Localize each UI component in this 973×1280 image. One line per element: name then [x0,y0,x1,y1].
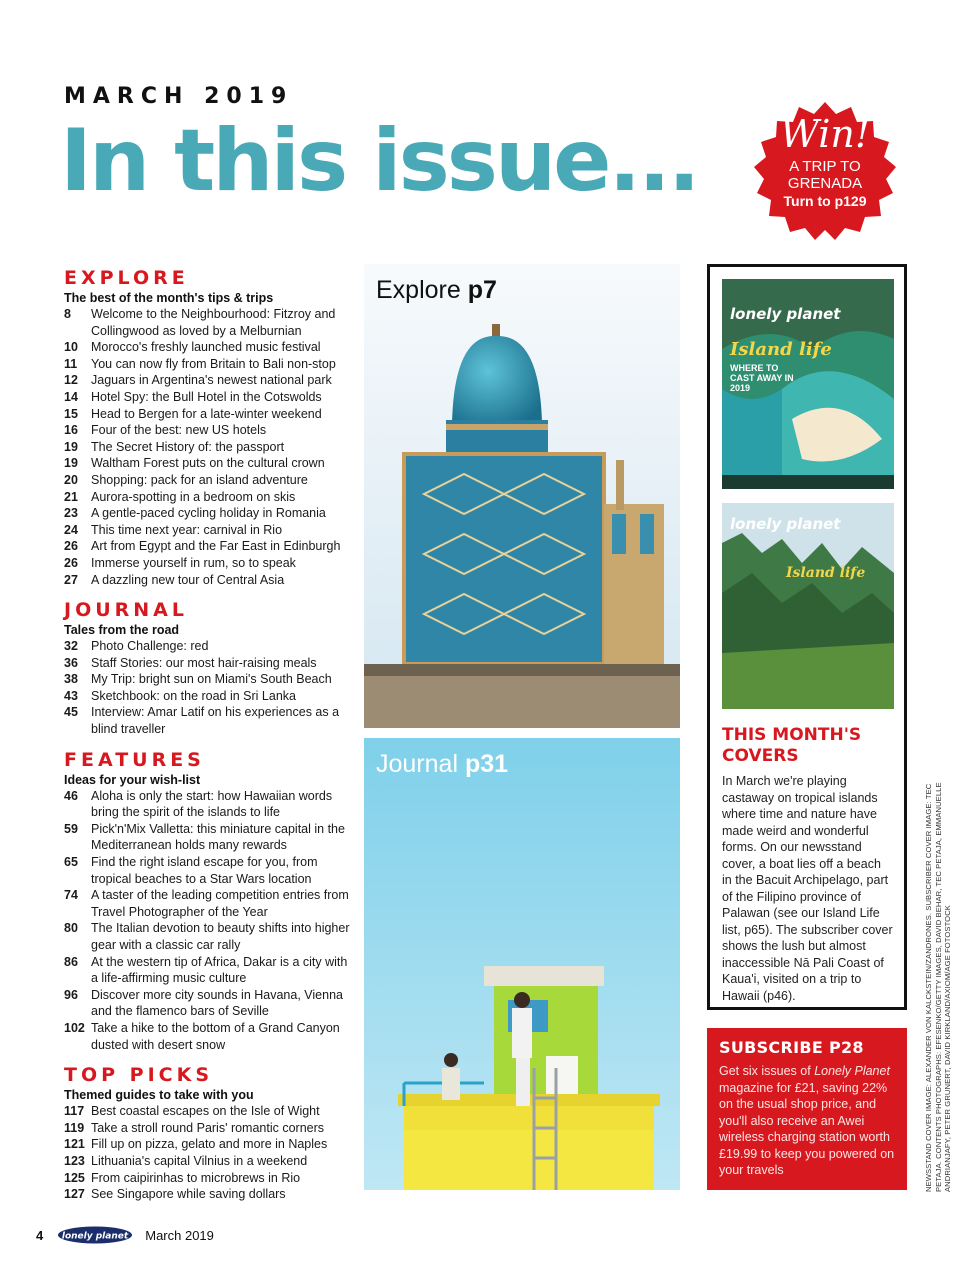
contents-entry[interactable] [64,1153,354,1170]
entry-title: Take a stroll round Paris' romantic corners [91,1120,325,1135]
entry-page-number: 23 [64,506,78,521]
entry-page-number: 117 [64,1104,85,1119]
entry-title: Shopping: pack for an island adventure [91,472,308,487]
contents-entry[interactable] [64,638,354,655]
contents-entry[interactable] [64,887,354,920]
entry-title: A dazzling new tour of Central Asia [91,572,285,587]
entry-page-number: 26 [64,539,78,554]
contents-list [64,258,354,1203]
entry-page-number: 121 [64,1137,85,1152]
covers-description: In March we're playing castaway on tropical islands where time and nature have made weird and wonderful forms. On our newsstand cover, a boat lies off a beach in the Bacuit Archipelago, part of the Filipino province of Palawan (see our Island Life list, p65). The subscriber cover shows the lush but almost inaccessible Nā Pali Coast of Kaua'i, visited on a trip to Hawaii (p46). [722,774,893,1003]
contents-entry[interactable] [64,987,354,1020]
entry-page-number: 80 [64,921,78,936]
entry-page-number: 19 [64,439,78,454]
contents-entry[interactable] [64,406,354,423]
entry-page-number: 26 [64,555,78,570]
contents-entry[interactable] [64,954,354,987]
page-number: 4 [36,1227,44,1243]
contents-entry[interactable] [64,538,354,555]
contents-entry[interactable] [64,306,354,339]
entry-title: The Secret History of: the passport [91,439,285,454]
section-journal [64,598,354,738]
entry-title: Four of the best: new US hotels [91,423,267,438]
contents-entry[interactable] [64,1136,354,1153]
contents-entry[interactable] [64,439,354,456]
cover-brand: lonely planet [730,305,841,323]
win-page-link[interactable]: Turn to p129 [783,193,867,209]
entry-title: Find the right island escape for you, from tropical beaches to a Star Wars location [91,855,318,886]
subscribe-offer: Get six issues of Lonely Planet magazine for £21, saving 22% on the usual shop price, and you'll also receive an Awei wireless charging station worth £19.99 to keep you powered on your travels [719,1064,895,1177]
contents-entry[interactable] [64,1186,354,1203]
entry-title: At the western tip of Africa, Dakar is a city with a life-affirming music culture [91,954,348,986]
covers-heading: THIS MONTH'S COVERS [722,725,862,766]
entry-title: Aurora-spotting in a bedroom on skis [91,489,296,504]
entry-title: Interview: Amar Latif on his experiences as a blind traveller [91,705,340,737]
contents-entry[interactable] [64,505,354,522]
contents-entry[interactable] [64,1170,354,1187]
entry-page-number: 10 [64,340,78,355]
entry-page-number: 43 [64,688,78,703]
entry-page-number: 38 [64,672,78,687]
contents-entry[interactable] [64,489,354,506]
entry-page-number: 27 [64,572,78,587]
entry-page-number: 123 [64,1153,85,1168]
entry-page-number: 119 [64,1120,85,1135]
section-subheading: The best of the month's tips & trips [64,291,274,305]
contents-entry[interactable] [64,1120,354,1137]
page-footer [36,1226,214,1244]
entry-page-number: 36 [64,655,78,670]
contents-entry[interactable] [64,422,354,439]
explore-photo[interactable] [364,264,680,728]
contents-entry[interactable] [64,389,354,406]
contents-entry[interactable] [64,671,354,688]
entry-page-number: 125 [64,1170,85,1185]
entry-title: Immerse yourself in rum, so to speak [91,555,296,570]
entry-page-number: 32 [64,639,78,654]
subscribe-panel[interactable] [707,1028,907,1190]
contents-entry[interactable] [64,356,354,373]
entry-title: See Singapore while saving dollars [91,1187,286,1202]
covers-box [707,264,907,1010]
entry-title: Take a hike to the bottom of a Grand Canyon dusted with desert snow [91,1020,340,1052]
explore-photo-label: Explore p7 [376,276,497,304]
win-line-2: GRENADA [787,175,863,192]
entry-page-number: 11 [64,356,78,371]
cover-headline: Island life [786,565,866,581]
entry-page-number: 74 [64,888,78,903]
entry-title: Welcome to the Neighbourhood: Fitzroy and Collingwood as loved by a Melburnian [91,307,336,338]
journal-photo[interactable] [364,738,680,1190]
entry-title: Best coastal escapes on the Isle of Wight [91,1104,320,1119]
contents-entry[interactable] [64,522,354,539]
entry-title: Aloha is only the start: how Hawaiian words bring the spirit of the islands to life [91,788,333,820]
section-heading: TOP PICKS [64,1064,213,1087]
entry-title: Discover more city sounds in Havana, Vienna and the flamenco bars of Seville [91,987,343,1019]
cover-brand: lonely planet [730,515,841,533]
section-heading: FEATURES [64,748,205,771]
win-heading: Win! [779,112,871,156]
entry-page-number: 12 [64,373,78,388]
newsstand-cover[interactable] [722,279,894,489]
subscriber-cover[interactable] [722,503,894,709]
contents-entry[interactable] [64,655,354,672]
entry-page-number: 16 [64,423,78,438]
entry-title: Morocco's freshly launched music festival [91,340,321,355]
section-subheading: Tales from the road [64,623,180,638]
section-explore [64,266,354,588]
section-features [64,748,354,1054]
entry-title: Waltham Forest puts on the cultural crown [91,456,325,471]
section-top-picks [64,1063,354,1203]
entry-page-number: 46 [64,788,78,803]
footer-date: March 2019 [145,1227,214,1243]
entry-page-number: 20 [64,472,78,487]
journal-page-ref: p31 [464,750,509,778]
entry-title: A taster of the leading competition entries from Travel Photographer of the Year [91,888,349,919]
cover-subheadline: WHERE TO CAST AWAY IN 2019 [730,363,794,393]
entry-page-number: 24 [64,522,78,537]
entry-page-number: 19 [64,456,78,471]
contents-entry[interactable] [64,788,354,821]
na-pali-coast-illustration [722,503,894,709]
entry-page-number: 65 [64,855,78,870]
entry-title: The Italian devotion to beauty shifts into higher gear with a classic car rally [91,921,350,952]
entry-title: Jaguars in Argentina's newest national park [91,373,332,388]
contents-entry[interactable] [64,455,354,472]
section-heading: JOURNAL [64,599,188,622]
section-heading: EXPLORE [64,267,189,289]
entry-page-number: 59 [64,821,78,836]
contents-entry[interactable] [64,1020,354,1053]
entry-page-number: 86 [64,954,78,969]
section-subheading: Themed guides to take with you [64,1088,254,1103]
contents-entry[interactable] [64,821,354,854]
entry-page-number: 21 [64,489,78,504]
photo-credits: NEWSSTAND COVER IMAGE: ALEXANDER VON KALCKSTEIN/ZANDRONES. SUBSCRIBER COVER IMAGE: TEC PETAJA. CONTENTS PHOTOGRAPHS: EFESENKO/GETTY IMAGES, DAVID BEHAR, TEC PETAJA, EMMANUELLE ANDRIANJAFY, PETER GRUNERT, DAVID KIRKLAND/AXIOM/AGE FOTOSTOCK [924,782,952,1192]
page-title: In this issue... [60,111,698,211]
issue-date: MARCH 2019 [64,84,294,109]
cover-headline: Island life [730,339,832,360]
entry-page-number: 102 [64,1020,85,1035]
win-badge[interactable] [750,100,900,250]
journal-photo-label: Journal p31 [376,750,509,778]
entry-title: From caipirinhas to microbrews in Rio [91,1170,301,1185]
explore-page-ref: p7 [467,276,497,304]
contents-entry[interactable] [64,372,354,389]
entry-title: Hotel Spy: the Bull Hotel in the Cotswolds [91,389,322,404]
lifeguard-hut-illustration [364,738,680,1190]
entry-title: This time next year: carnival in Rio [91,522,283,537]
entry-title: Head to Bergen for a late-winter weekend [91,406,322,421]
entry-title: You can now fly from Britain to Bali non-stop [91,356,336,371]
contents-entry[interactable] [64,472,354,489]
entry-title: Photo Challenge: red [91,639,209,654]
subscribe-heading[interactable]: SUBSCRIBE P28 [719,1038,864,1057]
win-line-1: A TRIP TO [789,158,861,175]
svg-text:lonely planet: lonely planet [62,1231,129,1242]
mosque-illustration [364,264,680,728]
contents-entry[interactable] [64,854,354,887]
entry-page-number: 45 [64,705,78,720]
entry-title: Art from Egypt and the Far East in Edinburgh [91,539,341,554]
entry-page-number: 15 [64,406,78,421]
entry-page-number: 96 [64,987,78,1002]
entry-page-number: 14 [64,389,78,404]
entry-page-number: 8 [64,307,71,321]
contents-entry[interactable] [64,1103,354,1120]
entry-title: A gentle-paced cycling holiday in Romania [91,506,326,521]
entry-title: Lithuania's capital Vilnius in a weekend [91,1153,308,1168]
entry-page-number: 127 [64,1187,85,1202]
entry-title: Pick'n'Mix Valletta: this miniature capital in the Mediterranean holds many rewards [91,821,345,853]
entry-title: My Trip: bright sun on Miami's South Beach [91,672,332,687]
entry-title: Fill up on pizza, gelato and more in Naples [91,1137,328,1152]
contents-entry[interactable] [64,920,354,953]
contents-entry[interactable] [64,339,354,356]
contents-entry[interactable] [64,688,354,705]
section-subheading: Ideas for your wish-list [64,772,201,787]
contents-entry[interactable] [64,572,354,589]
entry-title: Staff Stories: our most hair-raising meals [91,655,317,670]
lonely-planet-logo [57,1226,133,1244]
contents-entry[interactable] [64,555,354,572]
entry-title: Sketchbook: on the road in Sri Lanka [91,688,296,703]
contents-entry[interactable] [64,704,354,737]
